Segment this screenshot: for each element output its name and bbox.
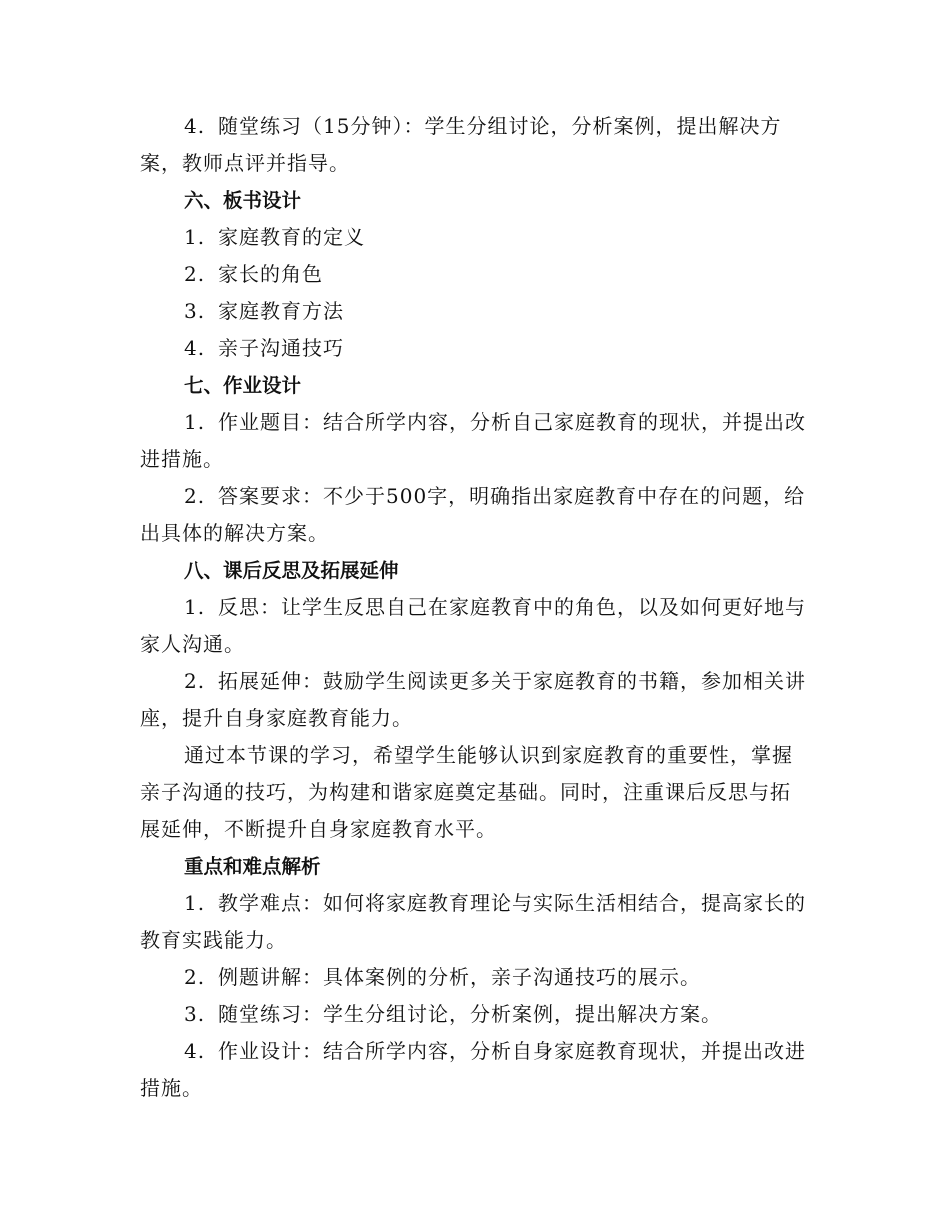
paragraph <box>140 959 806 996</box>
list-item <box>140 293 806 330</box>
item-number: 2. <box>184 669 206 693</box>
item-text: 家长的角色 <box>218 262 323 286</box>
item-text: 随堂练习：学生分组讨论，分析案例，提出解决方案。 <box>218 1002 722 1026</box>
list-item <box>140 219 806 256</box>
item-number: 1. <box>184 891 206 915</box>
item-text: 通过本节课的学习，希望学生能够认识到家庭教育的重要性，掌握亲子沟通的技巧，为构建和谐家庭奠定基础。同时，注重课后反思与拓展延伸，不断提升自身家庭教育水平。 <box>140 743 793 841</box>
item-text: 随堂练习（15分钟）：学生分组讨论，分析案例，提出解决方案，教师点评并指导。 <box>140 114 782 175</box>
item-number: 3. <box>184 1002 206 1026</box>
item-text: 作业设计：结合所学内容，分析自身家庭教育现状，并提出改进措施。 <box>140 1039 806 1100</box>
item-text: 反思：让学生反思自己在家庭教育中的角色，以及如何更好地与家人沟通。 <box>140 595 806 656</box>
document-page <box>140 108 806 1107</box>
paragraph <box>140 663 806 737</box>
item-number: 3. <box>184 299 206 323</box>
item-number: 2. <box>184 262 206 286</box>
item-number: 2. <box>184 484 206 508</box>
item-number: 1. <box>184 410 206 434</box>
item-text: 例题讲解：具体案例的分析，亲子沟通技巧的展示。 <box>218 965 701 989</box>
item-text: 答案要求：不少于500字，明确指出家庭教育中存在的问题，给出具体的解决方案。 <box>140 484 806 545</box>
item-number: 4. <box>184 336 206 360</box>
item-number: 4. <box>184 114 206 138</box>
paragraph <box>140 737 806 848</box>
item-text: 家庭教育的定义 <box>218 225 365 249</box>
paragraph <box>140 108 806 182</box>
section-heading: 重点和难点解析 <box>184 855 321 878</box>
paragraph <box>140 885 806 959</box>
item-text: 家庭教育方法 <box>218 299 344 323</box>
paragraph <box>140 478 806 552</box>
item-text: 拓展延伸：鼓励学生阅读更多关于家庭教育的书籍，参加相关讲座，提升自身家庭教育能力。 <box>140 669 806 730</box>
list-item <box>140 256 806 293</box>
paragraph <box>140 404 806 478</box>
section-heading: 六、板书设计 <box>184 189 302 212</box>
item-text: 亲子沟通技巧 <box>218 336 344 360</box>
item-number: 4. <box>184 1039 206 1063</box>
list-item <box>140 330 806 367</box>
paragraph <box>140 1033 806 1107</box>
item-number: 1. <box>184 595 206 619</box>
item-text: 教学难点：如何将家庭教育理论与实际生活相结合，提高家长的教育实践能力。 <box>140 891 806 952</box>
item-text: 作业题目：结合所学内容，分析自己家庭教育的现状，并提出改进措施。 <box>140 410 806 471</box>
section-heading: 八、课后反思及拓展延伸 <box>184 559 399 582</box>
paragraph <box>140 996 806 1033</box>
paragraph <box>140 589 806 663</box>
item-number: 1. <box>184 225 206 249</box>
section-heading: 七、作业设计 <box>184 374 302 397</box>
item-number: 2. <box>184 965 206 989</box>
